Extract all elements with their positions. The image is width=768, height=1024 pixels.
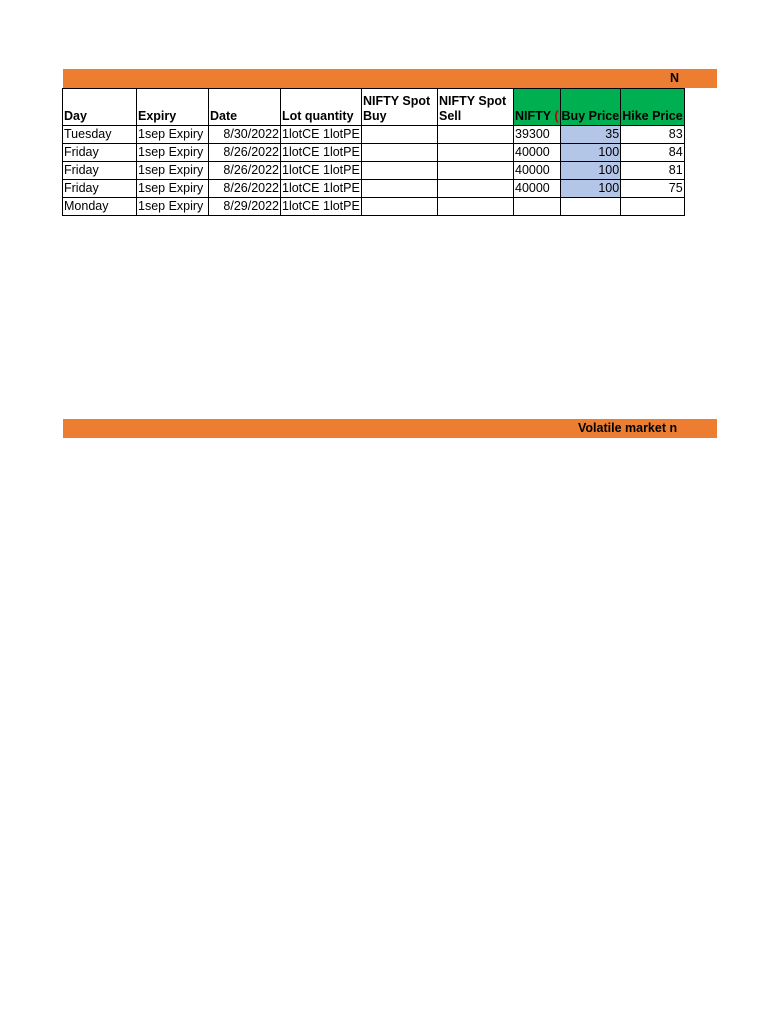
cell-spot-sell[interactable] bbox=[438, 180, 514, 198]
cell-spot-buy[interactable] bbox=[362, 198, 438, 216]
cell-nifty[interactable]: 40000 bbox=[514, 144, 561, 162]
header-nifty-spot-sell[interactable]: NIFTY Spot Sell bbox=[438, 89, 514, 126]
header-nifty-spot-buy[interactable]: NIFTY Spot Buy bbox=[362, 89, 438, 126]
cell-spot-sell[interactable] bbox=[438, 126, 514, 144]
cell-buy-price[interactable]: 100 bbox=[560, 162, 621, 180]
header-nifty[interactable] bbox=[514, 89, 561, 126]
cell-lot[interactable]: 1lotCE 1lotPE bbox=[281, 180, 362, 198]
cell-lot[interactable]: 1lotCE 1lotPE bbox=[281, 126, 362, 144]
cell-buy-price[interactable]: 100 bbox=[560, 180, 621, 198]
cell-date[interactable]: 8/26/2022 bbox=[209, 162, 281, 180]
cell-lot[interactable]: 1lotCE 1lotPE bbox=[281, 198, 362, 216]
cell-lot[interactable]: 1lotCE 1lotPE bbox=[281, 162, 362, 180]
cell-day[interactable]: Friday bbox=[63, 144, 137, 162]
cell-spot-sell[interactable] bbox=[438, 162, 514, 180]
cell-hike-price[interactable]: 81 bbox=[621, 162, 684, 180]
cell-nifty[interactable]: 40000 bbox=[514, 180, 561, 198]
cell-day[interactable]: Tuesday bbox=[63, 126, 137, 144]
table-row bbox=[63, 144, 685, 162]
cell-expiry[interactable]: 1sep Expiry bbox=[137, 180, 209, 198]
cell-expiry[interactable]: 1sep Expiry bbox=[137, 198, 209, 216]
header-lot-quantity[interactable]: Lot quantity bbox=[281, 89, 362, 126]
header-buy-price[interactable]: Buy Price bbox=[560, 89, 621, 126]
cell-date[interactable]: 8/26/2022 bbox=[209, 144, 281, 162]
cell-nifty[interactable] bbox=[514, 198, 561, 216]
cell-buy-price[interactable] bbox=[560, 198, 621, 216]
header-hike-price[interactable]: Hike Price bbox=[621, 89, 684, 126]
cell-spot-buy[interactable] bbox=[362, 180, 438, 198]
cell-date[interactable]: 8/26/2022 bbox=[209, 180, 281, 198]
header-expiry[interactable]: Expiry bbox=[137, 89, 209, 126]
cell-expiry[interactable]: 1sep Expiry bbox=[137, 144, 209, 162]
cell-spot-sell[interactable] bbox=[438, 198, 514, 216]
cell-spot-buy[interactable] bbox=[362, 162, 438, 180]
table-row bbox=[63, 162, 685, 180]
cell-spot-buy[interactable] bbox=[362, 126, 438, 144]
table-row bbox=[63, 198, 685, 216]
volatile-banner-text: Volatile market n bbox=[578, 421, 678, 435]
cell-buy-price[interactable]: 100 bbox=[560, 144, 621, 162]
header-nifty-tail: ( bbox=[554, 109, 559, 123]
header-nifty-label: NIFTY bbox=[515, 109, 555, 123]
table-row bbox=[63, 126, 685, 144]
cell-nifty[interactable]: 40000 bbox=[514, 162, 561, 180]
cell-hike-price[interactable]: 83 bbox=[621, 126, 684, 144]
volatile-market-banner bbox=[63, 419, 717, 438]
cell-day[interactable]: Friday bbox=[63, 180, 137, 198]
header-day[interactable]: Day bbox=[63, 89, 137, 126]
cell-hike-price[interactable]: 84 bbox=[621, 144, 684, 162]
cell-day[interactable]: Friday bbox=[63, 162, 137, 180]
top-section-banner bbox=[63, 69, 717, 88]
cell-hike-price[interactable] bbox=[621, 198, 684, 216]
cell-nifty[interactable]: 39300 bbox=[514, 126, 561, 144]
cell-expiry[interactable]: 1sep Expiry bbox=[137, 162, 209, 180]
cell-expiry[interactable]: 1sep Expiry bbox=[137, 126, 209, 144]
header-date[interactable]: Date bbox=[209, 89, 281, 126]
cell-day[interactable]: Monday bbox=[63, 198, 137, 216]
cell-hike-price[interactable]: 75 bbox=[621, 180, 684, 198]
header-row bbox=[63, 89, 685, 126]
cell-spot-sell[interactable] bbox=[438, 144, 514, 162]
cell-date[interactable]: 8/29/2022 bbox=[209, 198, 281, 216]
cell-date[interactable]: 8/30/2022 bbox=[209, 126, 281, 144]
cell-lot[interactable]: 1lotCE 1lotPE bbox=[281, 144, 362, 162]
table-row bbox=[63, 180, 685, 198]
top-banner-text: N bbox=[670, 71, 680, 85]
trades-table bbox=[62, 88, 685, 216]
cell-buy-price[interactable]: 35 bbox=[560, 126, 621, 144]
cell-spot-buy[interactable] bbox=[362, 144, 438, 162]
